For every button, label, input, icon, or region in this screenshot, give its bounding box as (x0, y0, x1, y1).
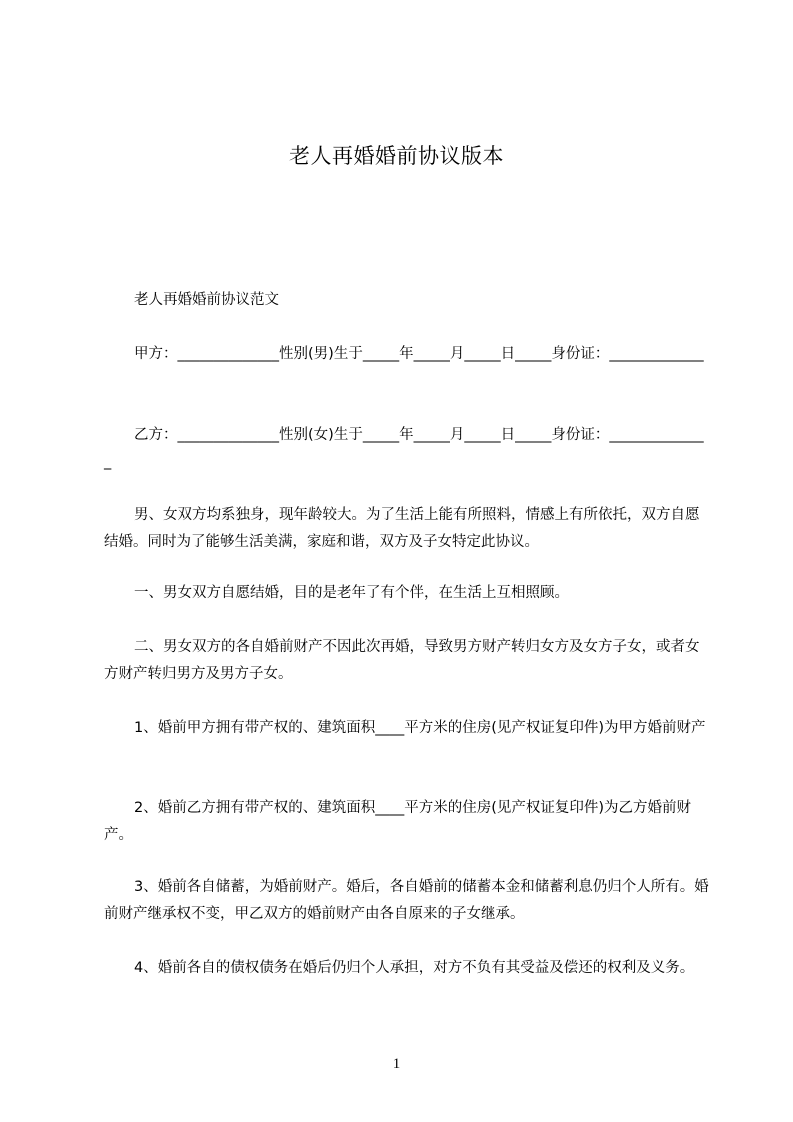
item-2-paragraph: 2、婚前乙方拥有带产权的、建筑面积____平方米的住房(见产权证复印件)为乙方婚前财产。 (104, 800, 692, 843)
clause-1-paragraph: 一、男女双方自愿结婚，目的是老年了有个伴，在生活上互相照顾。 (134, 585, 569, 601)
document-title: 老人再婚婚前协议版本 (289, 144, 504, 168)
intro-paragraph: 男、女双方均系独身，现年龄较大。为了生活上能有所照料，情感上有所依托，双方自愿结婚。同时为了能够生活美满，家庭和谐，双方及子女特定此协议。 (104, 507, 700, 550)
clause-2-paragraph: 二、男女双方的各自婚前财产不因此次再婚，导致男方财产转归女方及女方子女，或者女方财产转归男方及男方子女。 (104, 639, 700, 682)
page-number: 1 (392, 1056, 401, 1072)
item-4-paragraph: 4、婚前各自的债权债务在婚后仍归个人承担，对方不负有其受益及偿还的权利及义务。 (134, 960, 695, 976)
subtitle-paragraph: 老人再婚婚前协议范文 (134, 292, 279, 308)
item-3-paragraph: 3、婚前各自储蓄，为婚前财产。婚后，各自婚前的储蓄本金和储蓄利息仍归个人所有。婚前财产继承权不变，甲乙双方的婚前财产由各自原来的子女继承。 (104, 879, 709, 922)
party-b-paragraph: 乙方：______________性别(女)生于_____年_____月_____日_____身份证：______________ (104, 427, 704, 470)
party-a-paragraph: 甲方：______________性别(男)生于_____年_____月_____日_____身份证：_____________ (134, 346, 704, 362)
item-1-paragraph: 1、婚前甲方拥有带产权的、建筑面积____平方米的住房(见产权证复印件)为甲方婚前财产 (134, 720, 706, 736)
